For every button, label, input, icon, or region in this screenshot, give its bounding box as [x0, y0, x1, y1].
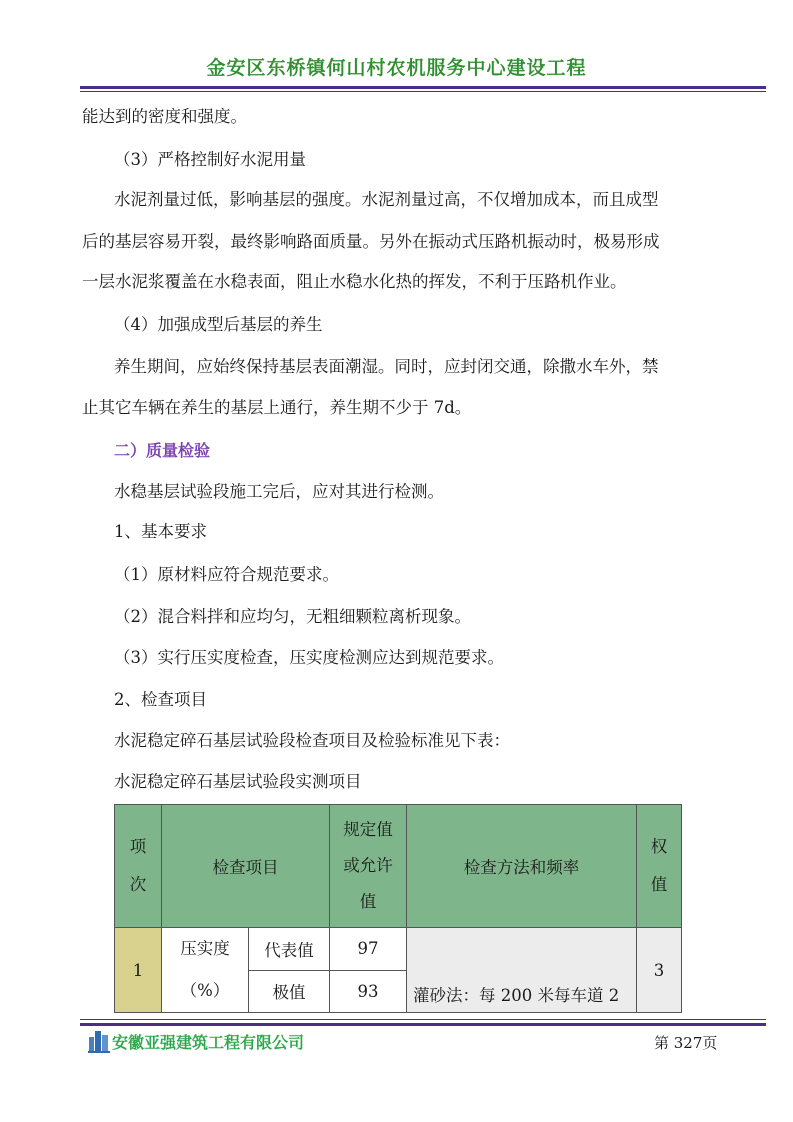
row-method: 灌砂法：每 200 米每车道 2 — [407, 928, 637, 1013]
table-caption: 水泥稳定碎石基层试验段实测项目 — [114, 772, 362, 791]
subheading-line: 2、检查项目 — [114, 690, 207, 709]
row-group-label: 压实度 （%） — [162, 928, 249, 1013]
paragraph-line: 后的基层容易开裂，最终影响路面质量。另外在振动式压路机振动时，极易形成 — [82, 232, 660, 251]
subheading-line: （3）严格控制好水泥用量 — [114, 150, 306, 169]
row-sub-extreme: 极值 — [249, 970, 330, 1013]
row-weight: 3 — [637, 928, 682, 1013]
paragraph-line: 能达到的密度和强度。 — [82, 107, 247, 126]
paragraph-line: 水稳基层试验段施工完后，应对其进行检测。 — [114, 482, 444, 501]
paragraph-line: 水泥剂量过低，影响基层的强度。水泥剂量过高，不仅增加成本，而且成型 — [114, 190, 659, 209]
footer-company-name: 安徽亚强建筑工程有限公司 — [112, 1033, 305, 1052]
header-item-no: 项 次 — [115, 805, 162, 928]
inspection-table — [114, 804, 682, 1013]
paragraph-line: 养生期间，应始终保持基层表面潮湿。同时，应封闭交通，除撒水车外，禁 — [114, 357, 659, 376]
paragraph-line: 一层水泥浆覆盖在水稳表面，阻止水稳水化热的挥发，不利于压路机作业。 — [82, 272, 627, 291]
row-sub-representative: 代表值 — [249, 928, 330, 971]
list-item: （3）实行压实度检查，压实度检测应达到规范要求。 — [114, 648, 504, 667]
footer-rule-thick — [80, 1023, 766, 1026]
header-method: 检查方法和频率 — [407, 805, 637, 928]
header-rule-thick — [80, 86, 766, 89]
header-rule-thin — [80, 91, 766, 92]
company-logo-icon — [88, 1027, 110, 1053]
row-number: 1 — [115, 928, 162, 1013]
document-header-title: 金安区东桥镇何山村农机服务中心建设工程 — [206, 57, 587, 79]
list-item: （2）混合料拌和应均匀，无粗细颗粒离析现象。 — [114, 607, 471, 626]
subheading-line: 1、基本要求 — [114, 522, 207, 541]
footer-rule-thin — [80, 1019, 766, 1020]
header-weight: 权 值 — [637, 805, 682, 928]
row-value-representative: 97 — [330, 928, 407, 971]
header-check-item: 检查项目 — [162, 805, 330, 928]
header-spec: 规定值 或允许 值 — [330, 805, 407, 928]
page-number: 第 327页 — [654, 1034, 718, 1052]
subheading-line: （4）加强成型后基层的养生 — [114, 315, 323, 334]
paragraph-line: 水泥稳定碎石基层试验段检查项目及检验标准见下表： — [114, 731, 510, 750]
section-heading: 二）质量检验 — [114, 441, 211, 460]
paragraph-line: 止其它车辆在养生的基层上通行，养生期不少于 7d。 — [82, 398, 472, 417]
row-value-extreme: 93 — [330, 970, 407, 1013]
list-item: （1）原材料应符合规范要求。 — [114, 565, 339, 584]
